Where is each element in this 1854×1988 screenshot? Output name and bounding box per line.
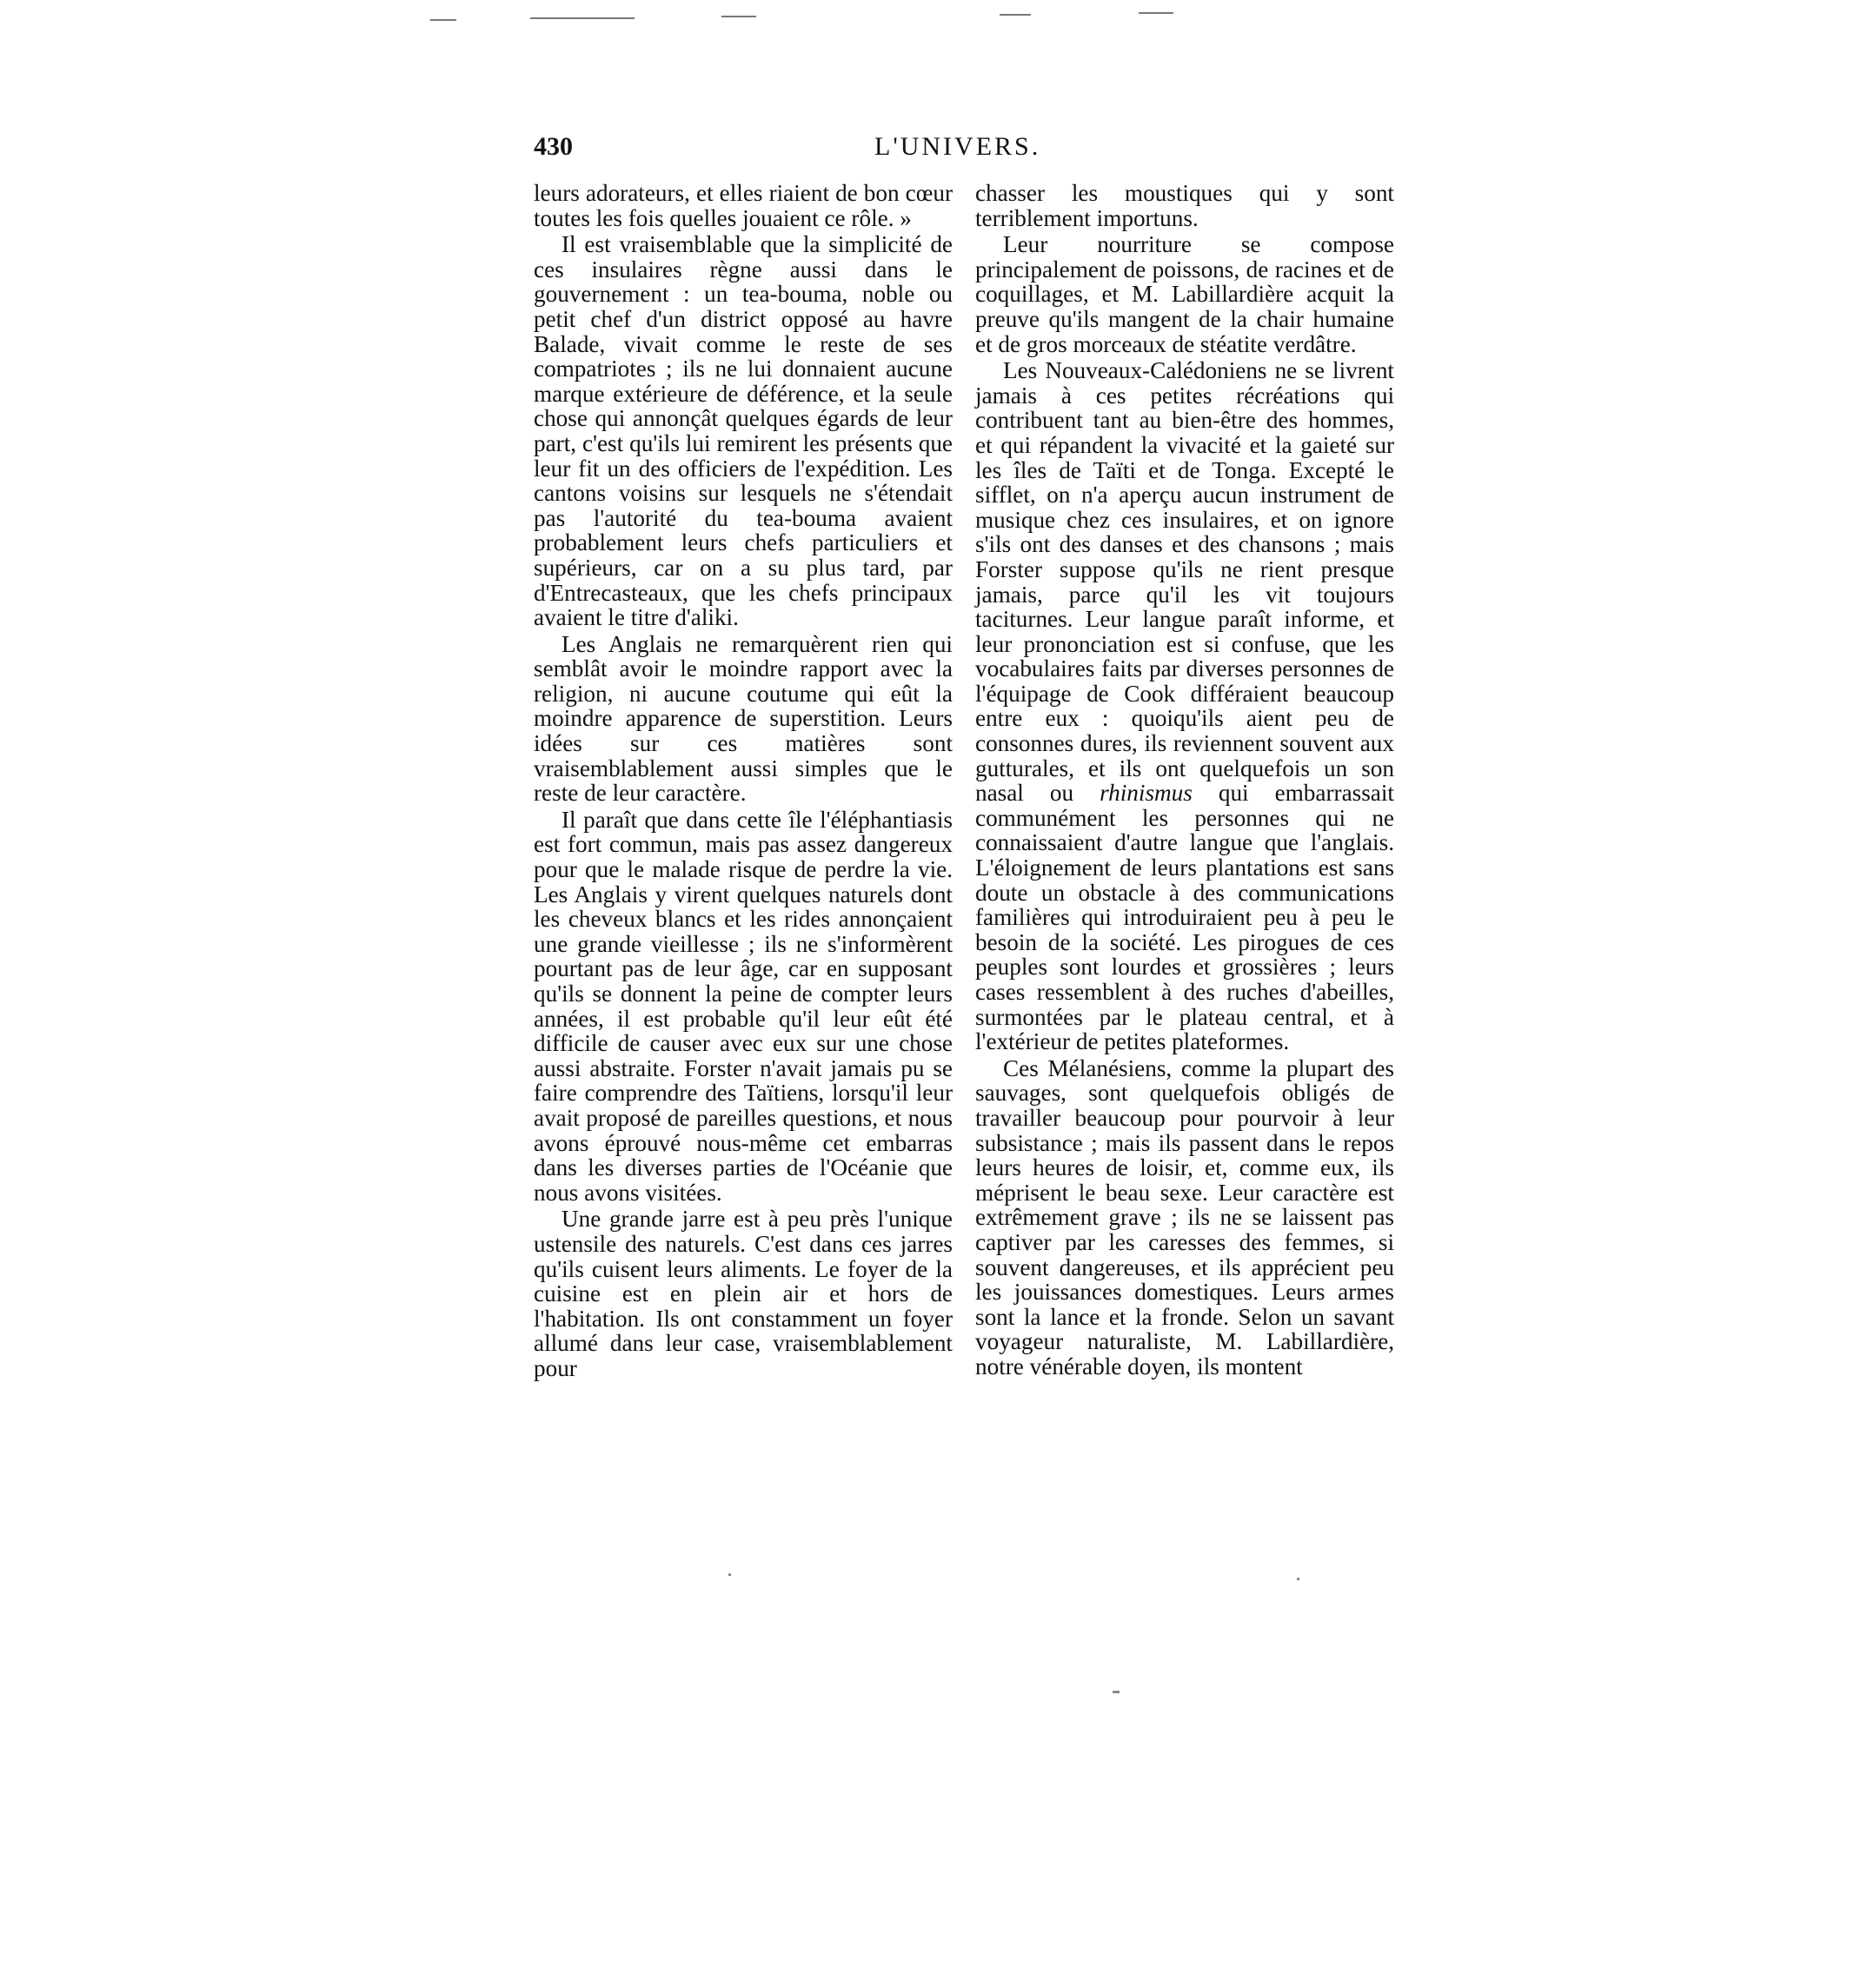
paragraph: Il est vraisemblable que la simplicité de ces insulaires règne aussi dans le gouvernement : un tea-bouma, noble ou petit chef d'un district opposé au havre Balade, vivait comme le reste de ses compatriotes ; ils ne lui donnaient aucune marque extérieure de déférence, et la seule chose qui annonçât quelques égards de leur part, c'est qu'ils lui remirent les présents que leur fit un des officiers de l'expédition. Les cantons voisins sur lesquels ne s'étendait pas l'autorité du tea-bouma avaient probablement leurs chefs particuliers et supérieurs, car on a su plus tard, par d'Entrecasteaux, que les chefs principaux avaient le titre d'aliki.	[534, 231, 953, 631]
paragraph: Ces Mélanésiens, comme la plupart des sauvages, sont quelquefois obligés de travailler beaucoup pour pourvoir à leur subsistance ; mais ils passent dans le repos leurs heures de loisir, et, comme eux, ils méprisent le beau sexe. Leur caractère est extrêmement grave ; ils ne se laissent pas captiver par les caresses des femmes, si souvent dangereuses, et ils apprécient peu les jouissances domestiques. Leurs armes sont la lance et la fronde. Selon un savant voyageur naturaliste, M. Labillardière, notre vénérable doyen, ils montent	[975, 1054, 1394, 1380]
italic-term: rhinismus	[1100, 780, 1193, 807]
right-column	[975, 181, 1394, 1380]
text-columns	[534, 181, 1396, 1589]
text-run: Les Nouveaux-Calédoniens ne se livrent jamais à ces petites récréations qui contribuent tant au bien-être des hommes, et qui répandent la vivacité et la gaieté sur les îles de Taïti et de Tonga. Excepté le sifflet, on n'a aperçu aucun instrument de musique chez ces insulaires, et on ignore s'ils ont des danses et des chansons ; mais Forster suppose qu'ils ne rient presque jamais, parce qu'il les vit toujours taciturnes. Leur langue paraît informe, et leur prononciation est si confuse, que les vocabulaires faits par diverses personnes de l'équipage de Cook différaient beaucoup entre eux : quoiqu'ils aient peu de consonnes dures, ils reviennent souvent aux gutturales, et ils ont quelquefois un son nasal ou	[975, 357, 1394, 807]
paragraph: Une grande jarre est à peu près l'unique ustensile des naturels. C'est dans ces jarres qu'ils cuisent leurs aliments. Le foyer de la cuisine est en plein air et hors de l'habitation. Ils ont constamment un foyer allumé dans leur case, vraisemblablement pour	[534, 1206, 953, 1381]
running-title: L'UNIVERS.	[874, 132, 1041, 161]
paragraph: Leur nourriture se compose principalement de poissons, de racines et de coquillages, et M. Labillardière acquit la preuve qu'ils mangent de la chair humaine et de gros morceaux de stéatite verdâtre.	[975, 231, 1394, 357]
page-number: 430	[534, 132, 573, 161]
paragraph: leurs adorateurs, et elles riaient de bon cœur toutes les fois quelles jouaient ce rôle. »	[534, 180, 953, 231]
left-column	[534, 181, 953, 1381]
paragraph: Les Anglais ne remarquèrent rien qui semblât avoir le moindre rapport avec la religion, ni aucune coutume qui eût la moindre apparence de superstition. Leurs idées sur ces matières sont vraisemblablement aussi simples que le reste de leur caractère.	[534, 630, 953, 807]
paragraph	[975, 358, 1394, 1054]
text-run: qui embarrassait communément les personnes qui ne connaissaient d'autre langue que l'anglais. L'éloignement de leurs plantations est sans doute un obstacle à des communications familières qui introduiraient peu à peu le besoin de la société. Les pirogues de ces peuples sont lourdes et grossières ; leurs cases ressemblent à des ruches d'abeilles, surmontées par le plateau central, et à l'extérieur de petites plateformes.	[975, 780, 1394, 1055]
paragraph: Il paraît que dans cette île l'éléphantiasis est fort commun, mais pas assez dangereux pour que le malade risque de perdre la vie. Les Anglais y virent quelques naturels dont les cheveux blancs et les rides annonçaient une grande vieillesse ; ils ne s'informèrent pourtant pas de leur âge, car en supposant qu'ils se donnent la peine de compter leurs années, il est probable qu'il leur eût été difficile de causer avec eux sur une chose aussi abstraite. Forster n'avait jamais pu se faire comprendre des Taïtiens, lorsqu'il leur avait proposé de pareilles questions, et nous avons éprouvé nous-même cet embarras dans les diverses parties de l'Océanie que nous avons visitées.	[534, 806, 953, 1206]
page-header	[534, 132, 1396, 170]
book-page	[534, 132, 1396, 1589]
scan-edge-marks	[0, 0, 1854, 35]
paragraph: chasser les moustiques qui y sont terriblement importuns.	[975, 180, 1394, 231]
